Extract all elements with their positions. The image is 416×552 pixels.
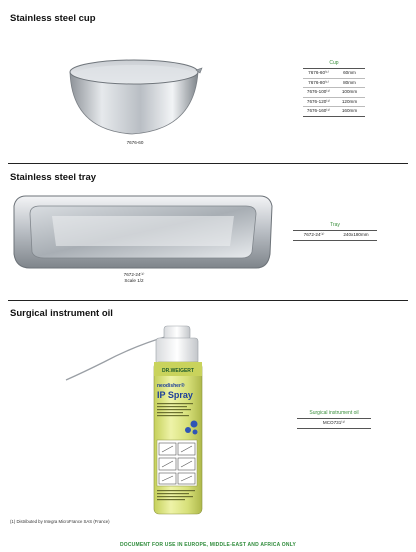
distributor-footnote: (1) Distributed by Integra MicroFrance SAS (France) (10, 519, 110, 524)
table-row (303, 97, 365, 107)
tray-spec-table (293, 222, 377, 241)
ref-cell: 7676-100⁽¹⁾ (306, 89, 331, 94)
oil-spec-table (297, 410, 371, 429)
ref-cell: 7676-60⁽¹⁾ (308, 70, 329, 75)
size-cell: 100mm (341, 89, 358, 94)
section-divider (8, 300, 408, 301)
ref-cell: 7676-160⁽¹⁾ (306, 108, 331, 113)
table-row (303, 78, 365, 88)
ip-spray-can-image (64, 322, 214, 522)
table-row (293, 230, 377, 241)
cup-table-header: Cup (329, 60, 339, 66)
section-divider (8, 163, 408, 164)
stainless-steel-tray-image (12, 194, 274, 270)
size-cell: 120mm (341, 98, 358, 104)
size-cell: 240x180mm (343, 232, 369, 237)
oil-table-header: Surgical instrument oil (309, 410, 359, 416)
size-cell: 60mm (343, 70, 356, 75)
table-row (303, 87, 365, 97)
size-cell: 160mm (341, 108, 358, 113)
can-line-text: neodisher® (157, 383, 185, 389)
tray-ref-caption: 7672-24⁽¹⁾ (123, 272, 145, 277)
cup-image-caption: 7676-60 (126, 140, 144, 145)
table-row (303, 106, 365, 117)
tray-table-header: Tray (330, 222, 340, 228)
can-brand-text: DR.WEIGERT (162, 368, 194, 374)
table-row (303, 68, 365, 78)
section-title-tray: Stainless steel tray (10, 172, 97, 183)
tray-image-caption (104, 272, 164, 284)
table-row (297, 418, 371, 429)
ref-cell: MCO731⁽¹⁾ (322, 420, 346, 425)
tray-scale-caption: Scale 1/2 (124, 278, 144, 283)
section-title-cup: Stainless steel cup (10, 13, 96, 24)
stainless-steel-cup-image (62, 52, 206, 138)
can-product-text: IP Spray (157, 390, 193, 400)
cup-spec-table (303, 60, 365, 117)
ref-cell: 7676-120⁽¹⁾ (306, 98, 331, 104)
page-footer: DOCUMENT FOR USE IN EUROPE, MIDDLE-EAST AND AFRICA ONLY (119, 542, 297, 548)
section-title-oil: Surgical instrument oil (10, 308, 113, 319)
size-cell: 80mm (343, 79, 356, 85)
ref-cell: 7672-24⁽¹⁾ (303, 232, 325, 237)
ref-cell: 7676-80⁽¹⁾ (308, 79, 329, 85)
